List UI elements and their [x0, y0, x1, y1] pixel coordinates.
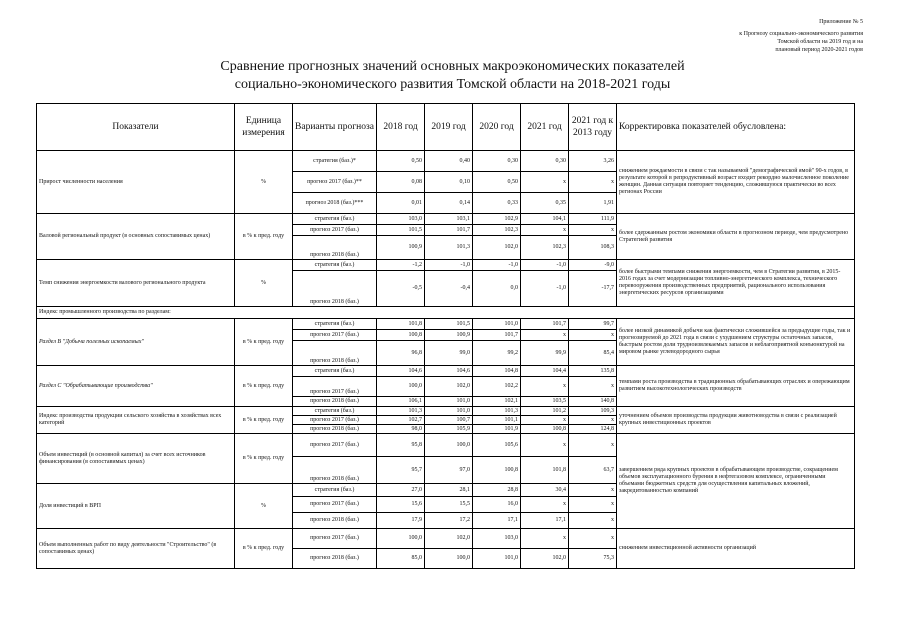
value-2020: 101,0: [473, 319, 521, 330]
comment-cell: уточнением объемов производства продукции животноводства в связи с реализацией крупных инвестиционных проектов: [617, 407, 855, 434]
header-2019: 2019 год: [425, 104, 473, 151]
value-2019: 105,9: [425, 425, 473, 434]
value-2021: 100,8: [521, 425, 569, 434]
value-2019: 0,14: [425, 193, 473, 214]
value-2019: 102,0: [425, 377, 473, 397]
value-2019: -0,4: [425, 271, 473, 307]
appendix-title: Приложение № 5: [819, 19, 863, 25]
value-2020: 0,33: [473, 193, 521, 214]
value-2020: 102,2: [473, 377, 521, 397]
value-2020: 102,0: [473, 236, 521, 260]
indicator-name: Раздел B "Добыча полезных ископаемых": [37, 319, 235, 366]
value-2020: 102,3: [473, 225, 521, 236]
value-2019: 104,6: [425, 366, 473, 377]
comment-cell: более сдержанным ростом экономики области в прогнозном периоде, чем предусмотрено Стратегией развития: [617, 214, 855, 260]
value-2019: 17,2: [425, 513, 473, 529]
value-2019: 102,0: [425, 529, 473, 549]
value-2021: 102,3: [521, 236, 569, 260]
document-title-line-1: Сравнение прогнозных значений основных макроэкономических показателей: [220, 59, 685, 74]
value-2019: 99,0: [425, 341, 473, 366]
value-2020: 0,30: [473, 151, 521, 172]
value-2020: -1,0: [473, 260, 521, 271]
variant-label: прогноз 2017 (баз.): [293, 225, 377, 236]
indicator-name: Валовой региональный продукт (в основных сопоставимых ценах): [37, 214, 235, 260]
value-2018: 100,0: [377, 529, 425, 549]
value-2018: 15,6: [377, 497, 425, 513]
value-2021: 104,1: [521, 214, 569, 225]
variant-label: прогноз 2017 (баз.): [293, 416, 377, 425]
value-2020: 0,50: [473, 172, 521, 193]
value-2021: x: [521, 330, 569, 341]
value-2018: 0,08: [377, 172, 425, 193]
value-2021-vs-2013: x: [569, 434, 617, 457]
value-2018: 95,7: [377, 457, 425, 484]
value-2018: 0,01: [377, 193, 425, 214]
value-2021: 101,2: [521, 407, 569, 416]
value-2021: 0,30: [521, 151, 569, 172]
value-2018: -0,5: [377, 271, 425, 307]
comment-cell: темпами роста производства в традиционных обрабатывающих отраслях и опережающим развитием высокотехнологических производств: [617, 366, 855, 407]
value-2020: 101,7: [473, 330, 521, 341]
value-2019: -1,0: [425, 260, 473, 271]
value-2021-vs-2013: 85,4: [569, 341, 617, 366]
indicator-name: Индекс производства продукции сельского хозяйства в хозяйствах всех категорий: [37, 407, 235, 434]
indicator-unit: в % к пред. году: [235, 319, 293, 366]
value-2021: 17,1: [521, 513, 569, 529]
value-2021-vs-2013: x: [569, 497, 617, 513]
value-2021: x: [521, 434, 569, 457]
value-2018: 95,8: [377, 434, 425, 457]
value-2020: 16,0: [473, 497, 521, 513]
value-2021-vs-2013: x: [569, 172, 617, 193]
value-2021-vs-2013: 75,3: [569, 549, 617, 569]
indicator-unit: в % к пред. году: [235, 366, 293, 407]
value-2021-vs-2013: 3,26: [569, 151, 617, 172]
value-2021-vs-2013: x: [569, 513, 617, 529]
value-2020: 99,2: [473, 341, 521, 366]
value-2020: 101,0: [473, 549, 521, 569]
variant-label: стратегия (баз.): [293, 366, 377, 377]
value-2021-vs-2013: 135,8: [569, 366, 617, 377]
value-2020: 104,8: [473, 366, 521, 377]
variant-label: прогноз 2018 (баз.): [293, 397, 377, 407]
value-2018: 104,6: [377, 366, 425, 377]
value-2021: 103,5: [521, 397, 569, 407]
table-row: [37, 319, 855, 330]
value-2020: 17,1: [473, 513, 521, 529]
indicator-unit: в % к пред. году: [235, 214, 293, 260]
header-indicator: Показатели: [37, 104, 235, 151]
variant-label: стратегия (баз.): [293, 407, 377, 416]
indicator-unit: %: [235, 484, 293, 529]
value-2021: 99,9: [521, 341, 569, 366]
variant-label: стратегия (баз.): [293, 260, 377, 271]
header-variant: Варианты прогноза: [293, 104, 377, 151]
indicator-name: Объем выполненных работ по виду деятельности "Строительство" (в сопоставимых ценах): [37, 529, 235, 569]
appendix-subtitle: [739, 30, 863, 54]
value-2020: 101,9: [473, 425, 521, 434]
value-2020: 101,3: [473, 407, 521, 416]
variant-label: стратегия (баз.): [293, 214, 377, 225]
header-comment: Корректировка показателей обусловлена:: [617, 104, 855, 151]
indicator-unit: в % к пред. году: [235, 407, 293, 434]
value-2021: 101,8: [521, 457, 569, 484]
table-row: [37, 151, 855, 172]
value-2019: 100,0: [425, 434, 473, 457]
value-2021-vs-2013: x: [569, 225, 617, 236]
value-2021: 101,7: [521, 319, 569, 330]
value-2021-vs-2013: 124,8: [569, 425, 617, 434]
header-2021: 2021 год: [521, 104, 569, 151]
value-2019: 100,0: [425, 549, 473, 569]
indicator-unit: в % к пред. году: [235, 434, 293, 484]
value-2019: 97,0: [425, 457, 473, 484]
appendix-line: плановый период 2020-2021 годов: [775, 47, 863, 53]
variant-label: стратегия (баз.): [293, 484, 377, 497]
indicator-name: Раздел C "Обрабатывающие производства": [37, 366, 235, 407]
variant-label: прогноз 2017 (баз.): [293, 497, 377, 513]
value-2021: x: [521, 416, 569, 425]
header-row: [37, 104, 855, 151]
value-2020: 105,6: [473, 434, 521, 457]
indicator-name: Доля инвестиций в ВРП: [37, 484, 235, 529]
value-2019: 15,5: [425, 497, 473, 513]
variant-label: стратегия (баз.)*: [293, 151, 377, 172]
value-2018: 17,9: [377, 513, 425, 529]
value-2019: 100,7: [425, 416, 473, 425]
variant-label: прогноз 2018 (баз.): [293, 341, 377, 366]
value-2019: 101,3: [425, 236, 473, 260]
value-2021-vs-2013: 63,7: [569, 457, 617, 484]
variant-label: прогноз 2018 (баз.): [293, 457, 377, 484]
value-2021-vs-2013: -17,7: [569, 271, 617, 307]
value-2020: 101,1: [473, 416, 521, 425]
value-2019: 103,1: [425, 214, 473, 225]
variant-label: прогноз 2017 (баз.): [293, 377, 377, 397]
value-2021-vs-2013: 111,9: [569, 214, 617, 225]
comment-cell: снижением инвестиционной активности организаций: [617, 529, 855, 569]
value-2018: 102,7: [377, 416, 425, 425]
header-unit: Единица измерения: [235, 104, 293, 151]
value-2018: 101,3: [377, 407, 425, 416]
appendix-line: Томской области на 2019 год и на: [777, 39, 863, 45]
indicator-unit: %: [235, 151, 293, 214]
value-2021-vs-2013: 140,8: [569, 397, 617, 407]
value-2021: 0,35: [521, 193, 569, 214]
section-title: Индекс промышленного производства по разделам:: [37, 307, 855, 319]
header-2018: 2018 год: [377, 104, 425, 151]
value-2021: 104,4: [521, 366, 569, 377]
value-2019: 101,0: [425, 397, 473, 407]
value-2021-vs-2013: x: [569, 484, 617, 497]
value-2018: 106,1: [377, 397, 425, 407]
variant-label: прогноз 2018 (баз.)***: [293, 193, 377, 214]
value-2021: -1,0: [521, 271, 569, 307]
value-2021: 102,0: [521, 549, 569, 569]
section-row: [37, 307, 855, 319]
table-row: [37, 407, 855, 416]
value-2020: 102,9: [473, 214, 521, 225]
value-2018: 85,0: [377, 549, 425, 569]
indicator-name: Темп снижения энергоемкости валового регионального продукта: [37, 260, 235, 307]
indicator-name: Объем инвестиций (в основной капитал) за счет всех источников финансирования (в сопоставимых ценах): [37, 434, 235, 484]
value-2021: x: [521, 225, 569, 236]
comment-cell: более быстрыми темпами снижения энергоемкости, чем в Стратегии развития, в 2015-2016 годах за счет модернизации топливно-энергетического комплекса, технического перевооружения производственных предприятий, рационального использования энергетических ресурсов организациями: [617, 260, 855, 307]
value-2021: x: [521, 172, 569, 193]
value-2018: 100,8: [377, 330, 425, 341]
value-2019: 28,1: [425, 484, 473, 497]
value-2019: 100,9: [425, 330, 473, 341]
value-2018: 27,0: [377, 484, 425, 497]
value-2020: 28,8: [473, 484, 521, 497]
indicator-name: Прирост численности населения: [37, 151, 235, 214]
value-2021-vs-2013: x: [569, 377, 617, 397]
value-2018: 0,50: [377, 151, 425, 172]
indicator-unit: в % к пред. году: [235, 529, 293, 569]
table-row: [37, 214, 855, 225]
value-2018: 101,5: [377, 225, 425, 236]
value-2018: 96,8: [377, 341, 425, 366]
variant-label: прогноз 2017 (баз.): [293, 434, 377, 457]
table-row: [37, 366, 855, 377]
value-2019: 101,5: [425, 319, 473, 330]
comparison-table: [36, 103, 855, 569]
variant-label: стратегия (баз.): [293, 319, 377, 330]
value-2019: 0,40: [425, 151, 473, 172]
value-2019: 0,10: [425, 172, 473, 193]
table-row: [37, 434, 855, 457]
value-2018: 103,0: [377, 214, 425, 225]
header-2021-vs-2013: 2021 год к 2013 году: [569, 104, 617, 151]
value-2018: 98,0: [377, 425, 425, 434]
value-2021: x: [521, 377, 569, 397]
value-2020: 0,0: [473, 271, 521, 307]
indicator-unit: %: [235, 260, 293, 307]
value-2018: 101,8: [377, 319, 425, 330]
value-2021-vs-2013: 99,7: [569, 319, 617, 330]
header-2020: 2020 год: [473, 104, 521, 151]
value-2021: x: [521, 529, 569, 549]
value-2021: 30,4: [521, 484, 569, 497]
value-2018: 100,9: [377, 236, 425, 260]
value-2021: x: [521, 497, 569, 513]
value-2021-vs-2013: 109,3: [569, 407, 617, 416]
value-2019: 101,0: [425, 407, 473, 416]
value-2020: 103,0: [473, 529, 521, 549]
value-2021-vs-2013: x: [569, 330, 617, 341]
variant-label: прогноз 2018 (баз.): [293, 271, 377, 307]
table-row: [37, 260, 855, 271]
variant-label: прогноз 2018 (баз.): [293, 425, 377, 434]
table-row: [37, 529, 855, 549]
value-2021-vs-2013: -9,0: [569, 260, 617, 271]
variant-label: прогноз 2018 (баз.): [293, 236, 377, 260]
appendix-line: к Прогнозу социально-экономического развития: [739, 31, 863, 37]
value-2021-vs-2013: x: [569, 529, 617, 549]
value-2021-vs-2013: 1,91: [569, 193, 617, 214]
document-title-line-2: социально-экономического развития Томской области на 2018-2021 годы: [234, 77, 671, 92]
variant-label: прогноз 2017 (баз.): [293, 529, 377, 549]
value-2020: 100,8: [473, 457, 521, 484]
value-2019: 101,7: [425, 225, 473, 236]
variant-label: прогноз 2018 (баз.): [293, 513, 377, 529]
comment-cell: снижением рождаемости в связи с так называемой "демографической ямой" 90-х годов, в результате которой в репродуктивный возраст входит рекордно малочисленное поколение женщин. Данная ситуация повторяет тенденцию, сложившуюся практически во всех регионах России: [617, 151, 855, 214]
variant-label: прогноз 2017 (баз.): [293, 330, 377, 341]
value-2021: -1,0: [521, 260, 569, 271]
variant-label: прогноз 2018 (баз.): [293, 549, 377, 569]
value-2020: 102,1: [473, 397, 521, 407]
value-2021-vs-2013: x: [569, 416, 617, 425]
value-2021-vs-2013: 108,3: [569, 236, 617, 260]
value-2018: -1,2: [377, 260, 425, 271]
variant-label: прогноз 2017 (баз.)**: [293, 172, 377, 193]
value-2018: 100,0: [377, 377, 425, 397]
comment-cell: более низкой динамикой добычи как фактически сложившейся за предыдущие годы, так и прогнозируемой до 2021 года в связи с ухудшением структуры остаточных запасов, быстрым ростом доли трудноизвлекаемых запасов и неблагоприятной конъюнктурой на мировом рынке углеводородного сырья: [617, 319, 855, 366]
comment-cell: завершением ряда крупных проектов в обрабатывающем производстве, сокращением объемов эксплуатационного бурения в нефтегазовом комплексе, ограниченными объемами бюджетных средств для осуществления капитальных вложений, закредитованностью компаний: [617, 434, 855, 529]
